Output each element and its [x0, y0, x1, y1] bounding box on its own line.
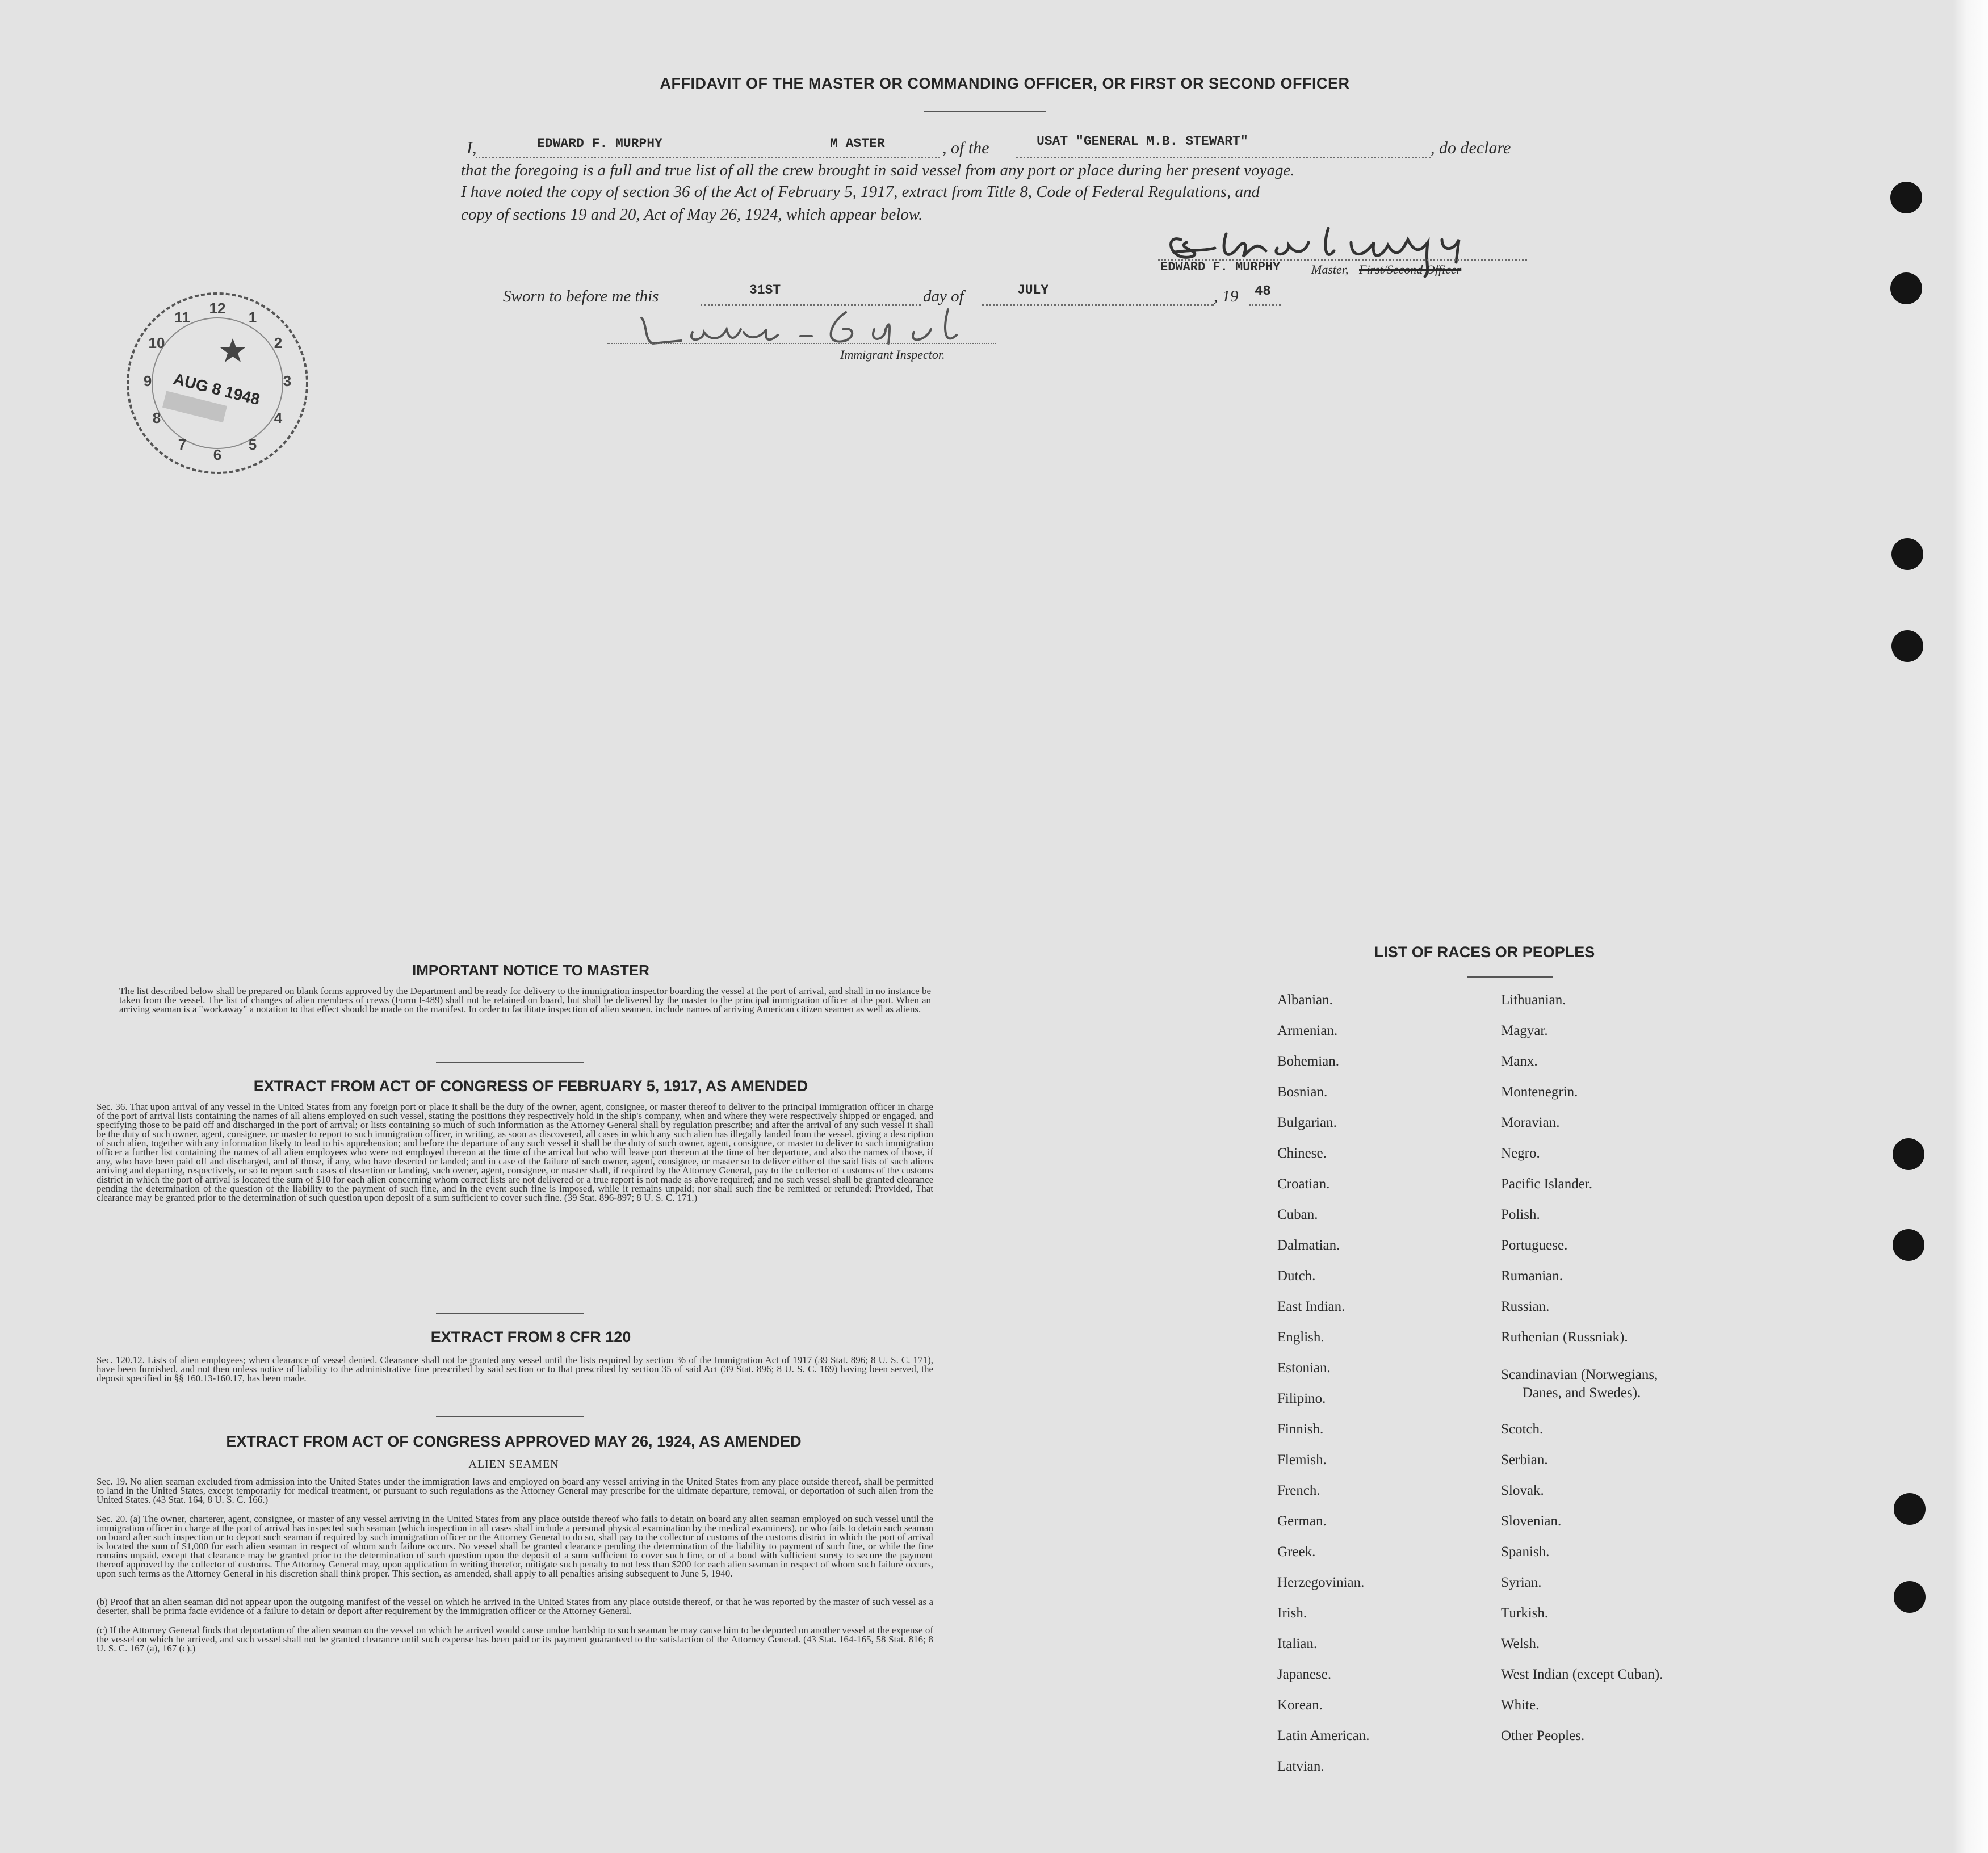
race-item: Ruthenian (Russniak).: [1501, 1330, 1628, 1345]
stamp-clock-number: 2: [274, 334, 283, 351]
race-item: Chinese.: [1277, 1146, 1327, 1161]
race-item: Turkish.: [1501, 1605, 1549, 1621]
race-item: Negro.: [1501, 1146, 1540, 1161]
punch-hole: [1890, 272, 1922, 304]
vessel-line: [1016, 157, 1431, 158]
year-line: [1249, 304, 1281, 306]
stamp-clock-number: 7: [178, 436, 187, 453]
affidavit-pronoun: I,: [467, 139, 477, 157]
race-item: Latin American.: [1277, 1728, 1370, 1743]
race-item: Italian.: [1277, 1636, 1318, 1651]
month-line: [982, 304, 1214, 306]
race-item: Moravian.: [1501, 1115, 1560, 1130]
race-item: Portuguese.: [1501, 1238, 1568, 1253]
notice-text: The list described below shall be prepared on blank forms approved by the Department and be ready for delivery to the immigration inspector boarding the vessel at the port of arrival, and shall in no instance be taken from the vessel. The list of changes of alien members of crews (Form I-489) shall not be retained on board, but shall be delivered by the master to the principal immigration officer at the port. When an arriving seaman is a "workaway" a notation to that effect should be made on the manifest. In order to facilitate inspection of alien seamen, include names of arriving American citizen seamen as well as aliens.: [119, 987, 931, 1014]
divider: [1467, 976, 1553, 978]
race-item: Danes, and Swedes).: [1523, 1385, 1641, 1401]
stamp-clock-number: 10: [148, 334, 165, 351]
race-item: Welsh.: [1501, 1636, 1540, 1651]
race-item: Dalmatian.: [1277, 1238, 1340, 1253]
race-item: Croatian.: [1277, 1176, 1330, 1192]
punch-hole: [1891, 630, 1923, 662]
master-rank: M ASTER: [830, 136, 885, 151]
inspector-line: [607, 343, 996, 344]
race-item: Scandinavian (Norwegians,: [1501, 1367, 1658, 1382]
punch-hole: [1891, 538, 1923, 570]
scan-edge: [1953, 0, 1988, 1853]
divider: [436, 1313, 584, 1314]
year-prefix: , 19: [1214, 287, 1239, 305]
affidavit-line-4: copy of sections 19 and 20, Act of May 26, 1924, which appear below.: [461, 206, 923, 224]
stamp-clock-number: 1: [248, 309, 257, 326]
signer-title: Master,: [1311, 262, 1349, 276]
stamp-date: AUG 8 1948: [171, 370, 262, 409]
day-of-text: day of: [923, 287, 964, 305]
race-item: Slovenian.: [1501, 1514, 1562, 1529]
sworn-day: 31ST: [749, 283, 781, 297]
punch-hole: [1894, 1493, 1926, 1525]
race-item: Montenegrin.: [1501, 1084, 1578, 1100]
divider: [436, 1416, 584, 1417]
master-name: EDWARD F. MURPHY: [537, 136, 662, 151]
extract-1917-text: Sec. 36. That upon arrival of any vessel in the United States from any foreign port or place it shall be the duty of the owner, agent, consignee, or master thereof to deliver to the principal immigration officer in charge of the port of arrival lists containing the names of all aliens employed on such vessel, stating the positions they respectively hold in the ship's company, when and where they were respectively shipped or engaged, and specifying those to be paid off and discharged in the port of arrival; or lists containing so much of such information as the Attorney General shall by regulation prescribe; and after the arrival of any such vessel it shall be the duty of such owner, agent, consignee, or master to report to such immigration officer, in writing, as soon as discovered, all cases in which any such alien has illegally landed from the vessel, giving a description of such alien, together with any information likely to lead to his apprehension; and before the departure of any such vessel it shall be the duty of such owner, agent, consignee, or master to deliver to such immigration officer a further list containing the names of all alien employees who were not employed thereon at the time of the arrival but who will leave port thereon at the time of her departure, and also the names of those, if any, who have been paid off and discharged, and of those, if any, who have deserted or landed; and in case of the failure of such owner, agent, consignee, or master so to deliver either of the said lists of such aliens arriving and departing, respectively, or so to report such cases of desertion or landing, such owner, agent, consignee, or master shall, if required by the Attorney General, pay to the collector of customs of the customs district in which the port of arrival is located the sum of $10 for each alien concerning whom correct lists are not delivered or a true report is not made as above required; and no such vessel shall be granted clearance pending the determination of the question of the liability to the payment of such fine, and in the event such fine is imposed, while it remains unpaid; nor shall such fine be remitted or refunded: Provided, That clearance may be granted prior to the determination of such question upon deposit of a sum sufficient to cover such fine. (39 Stat. 896-897; 8 U. S. C. 171.): [97, 1102, 933, 1203]
extract-1924-title: EXTRACT FROM ACT OF CONGRESS APPROVED MAY 26, 1924, AS AMENDED: [226, 1433, 802, 1450]
race-item: Irish.: [1277, 1605, 1307, 1621]
extract-1924-section-20a: Sec. 20. (a) The owner, charterer, agent, consignee, or master of any vessel arriving in the United States from any place outside thereof who fails to detain on board any alien seaman employed on such vessel until the immigration officer in charge at the port of arrival has inspected such seaman (which inspection in all cases shall include a personal physical examination by the medical examiners), or who fails to detain such seaman on board after such inspection or to deport such seaman if required by such immigration officer or the Attorney General to do so, shall pay to the collector of customs of the customs district in which the port of arrival is located the sum of $1,000 for each alien seaman in respect of whom such failure occurs. No vessel shall be granted clearance pending the determination of the liability to payment of such fine, or while the fine remains unpaid, except that clearance may be granted prior to the determination of such question upon the deposit of a sum sufficient to cover such fine, or of a bond with sufficient surety to secure the payment thereof approved by the collector of customs. The Attorney General may, upon application in writing therefor, mitigate such penalty to not less than $200 for each alien seaman in respect of whom such failure occurs, upon such terms as the Attorney General in his discretion shall think proper. This section, as amended, shall apply to all penalties arising subsequent to June 5, 1940.: [97, 1515, 933, 1579]
punch-hole: [1894, 1581, 1926, 1613]
affidavit-title: AFFIDAVIT OF THE MASTER OR COMMANDING OFFICER, OR FIRST OR SECOND OFFICER: [660, 75, 1350, 92]
race-item: Armenian.: [1277, 1023, 1338, 1038]
vessel-name: USAT "GENERAL M.B. STEWART": [1037, 134, 1248, 149]
divider: [924, 111, 1046, 112]
race-item: Serbian.: [1501, 1452, 1548, 1468]
race-item: Syrian.: [1501, 1575, 1542, 1590]
signer-typed-name: EDWARD F. MURPHY: [1160, 260, 1281, 274]
punch-hole: [1890, 182, 1922, 213]
race-item: White.: [1501, 1697, 1540, 1713]
race-item: Other Peoples.: [1501, 1728, 1585, 1743]
stamp-clock-number: 5: [248, 436, 257, 453]
race-item: Herzegovinian.: [1277, 1575, 1365, 1590]
divider: [436, 1062, 584, 1063]
race-item: Japanese.: [1277, 1667, 1332, 1682]
race-item: East Indian.: [1277, 1299, 1345, 1314]
race-item: Slovak.: [1501, 1483, 1544, 1498]
alien-seamen-subtitle: ALIEN SEAMEN: [468, 1458, 559, 1470]
race-item: Korean.: [1277, 1697, 1323, 1713]
race-item: Filipino.: [1277, 1391, 1326, 1406]
race-item: Magyar.: [1501, 1023, 1548, 1038]
race-item: German.: [1277, 1514, 1327, 1529]
of-the-text: , of the: [942, 139, 989, 157]
race-item: Greek.: [1277, 1544, 1316, 1559]
stamp-clock-number: 11: [174, 309, 190, 326]
inspector-signature: [630, 301, 1005, 352]
race-item: French.: [1277, 1483, 1320, 1498]
race-item: Albanian.: [1277, 992, 1333, 1008]
stamp-clock-number: 3: [283, 372, 292, 389]
do-declare-text: , do declare: [1431, 139, 1511, 157]
race-item: Spanish.: [1501, 1544, 1550, 1559]
stamp-clock-number: 12: [209, 300, 226, 317]
punch-hole: [1893, 1138, 1924, 1170]
race-item: Latvian.: [1277, 1759, 1324, 1774]
extract-1924-section-20b: (b) Proof that an alien seaman did not appear upon the outgoing manifest of the vessel on which he arrived in the United States from any place outside thereof, or that he was reported by the master of such vessel as a deserter, shall be prima facie evidence of a failure to detain or deport after requirement by the immigration officer or the Attorney General.: [97, 1598, 933, 1616]
race-item: English.: [1277, 1330, 1324, 1345]
sworn-year: 48: [1255, 284, 1271, 299]
stamp-clock-number: 6: [213, 446, 222, 463]
notice-title: IMPORTANT NOTICE TO MASTER: [412, 962, 649, 979]
inspector-label: Immigrant Inspector.: [840, 347, 945, 362]
extract-1924-section-19: Sec. 19. No alien seaman excluded from admission into the United States under the immigration laws and employed on board any vessel arriving in the United States from any place outside thereof, shall be permitted to land in the United States, except temporarily for medical treatment, or pursuant to such regulations as the Attorney General may prescribe for the ultimate departure, removal, or deportation of such alien from the United States. (43 Stat. 164, 8 U. S. C. 166.): [97, 1477, 933, 1505]
extract-1924-section-20c: (c) If the Attorney General finds that deportation of the alien seaman on the vessel on which he arrived would cause undue hardship to such seaman he may cause him to be deported on another vessel at the expense of the vessel on which he arrived, and such vessel shall not be granted clearance until such expense has been paid or its payment guaranteed to the satisfaction of the Attorney General. (43 Stat. 164-165, 58 Stat. 816; 8 U. S. C. 167 (a), 167 (c).): [97, 1626, 933, 1654]
extract-cfr-text: Sec. 120.12. Lists of alien employees; when clearance of vessel denied. Clearance shall not be granted any vessel until the lists required by section 36 of the Immigration Act of 1917 (39 Stat. 896; 8 U. S. C. 171), have been furnished, and not then unless notice of liability to the administrative fine prescribed by said section or to that prescribed by section 35 of said Act (39 Stat. 896; 8 U. S. C. 169) having been served, the deposit specified in §§ 160.13-160.17, has been made.: [97, 1356, 933, 1384]
races-column-1: [1277, 992, 1369, 1789]
stamp-clock-number: 8: [152, 409, 161, 426]
stamp-clock-number: 4: [274, 409, 283, 426]
race-item: Scotch.: [1501, 1422, 1544, 1437]
race-item: Bulgarian.: [1277, 1115, 1337, 1130]
sworn-month: JULY: [1017, 283, 1049, 297]
race-item: Dutch.: [1277, 1268, 1316, 1284]
race-item: West Indian (except Cuban).: [1501, 1667, 1663, 1682]
race-item: Polish.: [1501, 1207, 1540, 1222]
race-item: Estonian.: [1277, 1360, 1331, 1376]
immigration-date-stamp: [124, 290, 311, 477]
extract-1917-title: EXTRACT FROM ACT OF CONGRESS OF FEBRUARY 5, 1917, AS AMENDED: [253, 1078, 808, 1095]
affidavit-line-3: I have noted the copy of section 36 of the Act of February 5, 1917, extract from Title 8, Code of Federal Regulations, and: [461, 183, 1260, 201]
extract-cfr-title: EXTRACT FROM 8 CFR 120: [430, 1328, 631, 1345]
affidavit-line-2: that the foregoing is a full and true list of all the crew brought in said vessel from any port or place during her present voyage.: [461, 161, 1295, 179]
races-title: LIST OF RACES OR PEOPLES: [1374, 944, 1595, 961]
stamp-clock-number: 9: [143, 372, 152, 389]
race-item: Bohemian.: [1277, 1054, 1340, 1069]
struck-officer-title: First/Second Officer: [1359, 262, 1462, 276]
race-item: Flemish.: [1277, 1452, 1327, 1468]
race-item: Cuban.: [1277, 1207, 1318, 1222]
race-item: Russian.: [1501, 1299, 1550, 1314]
race-item: Bosnian.: [1277, 1084, 1328, 1100]
race-item: Manx.: [1501, 1054, 1538, 1069]
race-item: Finnish.: [1277, 1422, 1324, 1437]
race-item: Lithuanian.: [1501, 992, 1566, 1008]
punch-hole: [1893, 1229, 1924, 1261]
signature-line: [1158, 259, 1527, 261]
race-item: Rumanian.: [1501, 1268, 1563, 1284]
race-item: Pacific Islander.: [1501, 1176, 1593, 1192]
sworn-prefix: Sworn to before me this: [503, 287, 659, 305]
races-column-2: [1501, 992, 1663, 1759]
name-line: [476, 157, 940, 158]
